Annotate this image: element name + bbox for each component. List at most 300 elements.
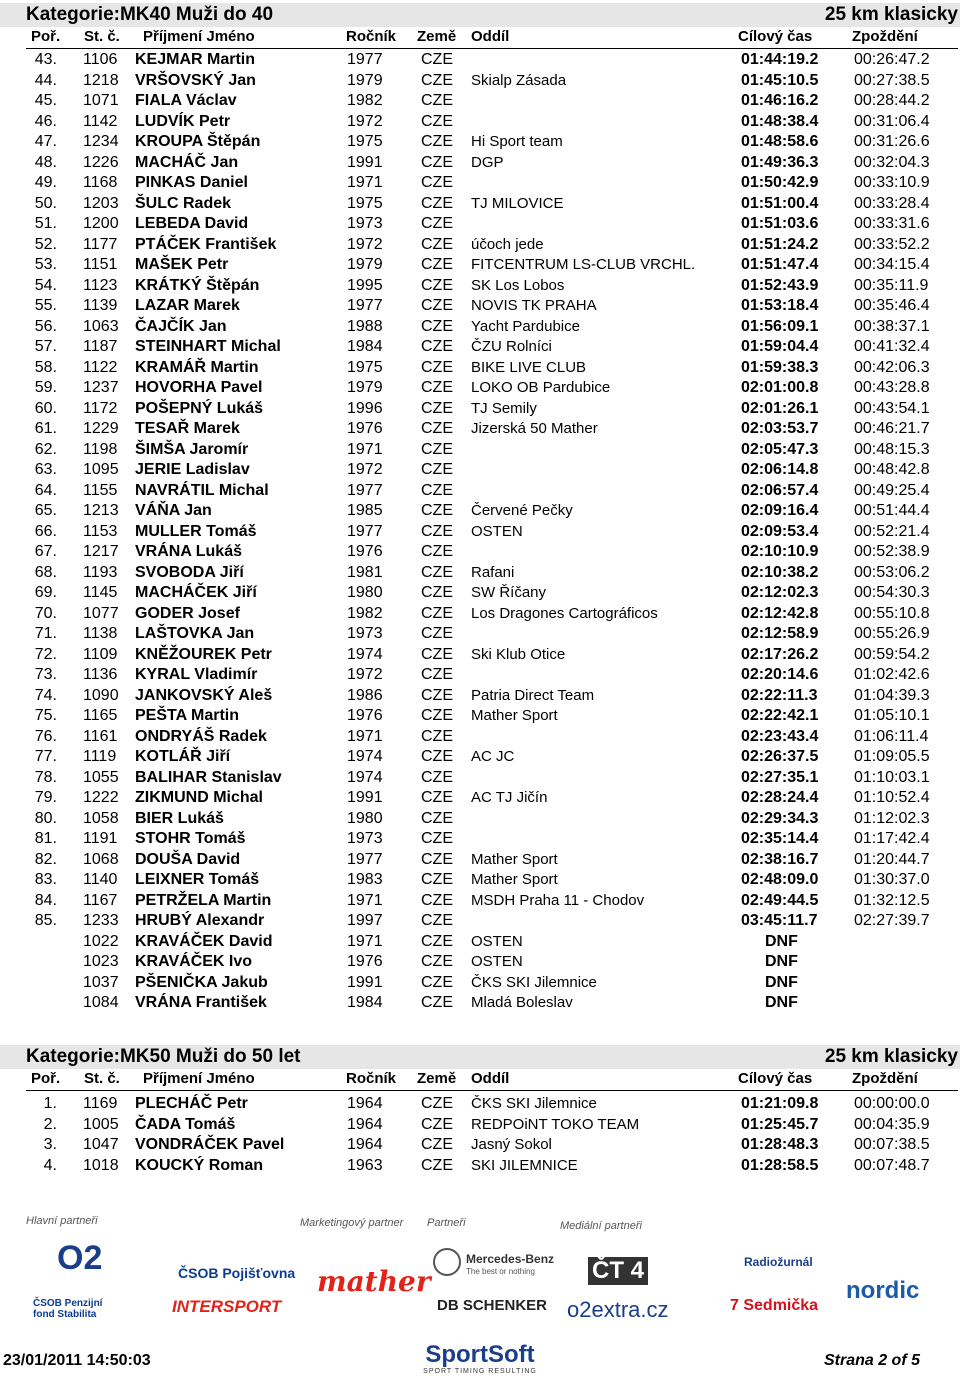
time-cell: 01:53:18.4 xyxy=(741,297,819,314)
country-cell: CZE xyxy=(421,789,453,806)
bib-cell: 1122 xyxy=(83,358,118,376)
bib-cell: 1136 xyxy=(83,666,118,683)
time-cell: 02:10:10.9 xyxy=(741,543,819,560)
time-cell: 02:20:14.6 xyxy=(741,666,819,683)
rank-cell: 85. xyxy=(34,912,57,929)
delay-cell: 00:59:54.2 xyxy=(854,645,930,663)
name-cell: LUDVÍK Petr xyxy=(135,112,231,130)
name-cell: KRAVÁČEK Ivo xyxy=(135,953,253,970)
time-cell: DNF xyxy=(765,932,798,950)
country-cell: CZE xyxy=(421,973,453,991)
table-row xyxy=(0,317,960,338)
rank-cell: 55. xyxy=(34,297,57,314)
bib-cell: 1193 xyxy=(83,563,118,581)
year-cell: 1986 xyxy=(347,686,383,704)
table-row xyxy=(0,1094,960,1115)
country-cell: CZE xyxy=(421,1136,453,1153)
year-cell: 1973 xyxy=(347,215,383,232)
name-cell: ŠULC Radek xyxy=(135,194,232,212)
time-cell: 02:12:02.3 xyxy=(741,584,819,601)
time-cell: 01:28:58.5 xyxy=(741,1156,819,1174)
category-label: Kategorie:MK50 Muži do 50 let xyxy=(26,1046,301,1067)
club-cell: ČZU Rolníci xyxy=(471,338,552,355)
name-cell: STEINHART Michal xyxy=(135,338,281,355)
name-cell: BIER Lukáš xyxy=(135,809,224,827)
year-cell: 1964 xyxy=(347,1136,383,1153)
year-cell: 1977 xyxy=(347,481,383,499)
delay-cell: 00:33:31.6 xyxy=(854,215,930,232)
delay-cell: 00:55:10.8 xyxy=(854,604,930,622)
category-distance: 25 km klasicky xyxy=(824,4,958,25)
club-cell: Ski Klub Otice xyxy=(471,645,566,663)
rank-cell: 59. xyxy=(34,379,57,396)
delay-cell: 00:42:06.3 xyxy=(854,358,930,376)
rank-cell: 74. xyxy=(34,686,57,704)
table-row xyxy=(0,296,960,317)
name-cell: FIALA Václav xyxy=(135,92,237,109)
rank-cell: 44. xyxy=(34,71,57,89)
mercedes-star-icon xyxy=(433,1248,461,1276)
table-row xyxy=(0,235,960,256)
name-cell: KEJMAR Martin xyxy=(135,51,256,68)
sportsoft-tagline: SPORT TIMING RESULTING xyxy=(423,1368,537,1375)
bib-cell: 1018 xyxy=(83,1156,119,1174)
bib-cell: 1191 xyxy=(83,830,118,847)
time-cell: 01:59:38.3 xyxy=(741,358,819,376)
name-cell: KYRAL Vladimír xyxy=(135,666,258,683)
delay-cell: 00:53:06.2 xyxy=(854,563,930,581)
delay-cell: 00:35:46.4 xyxy=(854,297,930,314)
delay-cell: 00:33:28.4 xyxy=(854,194,930,212)
delay-cell: 00:00:00.0 xyxy=(854,1095,930,1112)
rank-cell: 77. xyxy=(34,748,57,765)
year-cell: 1981 xyxy=(347,563,383,581)
name-cell: ŠIMŠA Jaromír xyxy=(135,440,249,458)
rank-cell: 45. xyxy=(34,92,57,109)
time-cell: 01:25:45.7 xyxy=(741,1115,819,1133)
table-row xyxy=(0,1156,960,1177)
country-cell: CZE xyxy=(421,194,453,212)
club-cell: FITCENTRUM LS-CLUB VRCHL. xyxy=(471,256,696,273)
club-cell: Mladá Boleslav xyxy=(471,994,573,1011)
country-cell: CZE xyxy=(421,133,453,150)
delay-cell: 00:41:32.4 xyxy=(854,338,930,355)
year-cell: 1977 xyxy=(347,850,383,868)
country-cell: CZE xyxy=(421,420,453,437)
delay-cell: 00:33:52.2 xyxy=(854,235,930,253)
time-cell: 01:49:36.3 xyxy=(741,153,819,171)
country-cell: CZE xyxy=(421,112,453,130)
delay-cell: 01:10:52.4 xyxy=(854,789,930,806)
club-cell: MSDH Praha 11 - Chodov xyxy=(471,891,645,909)
time-cell: 02:09:53.4 xyxy=(741,522,819,540)
delay-cell: 00:49:25.4 xyxy=(854,481,930,499)
table-row xyxy=(0,563,960,584)
o2extra-logo: o2extra.cz xyxy=(567,1297,669,1322)
club-cell: Mather Sport xyxy=(471,707,558,724)
bib-cell: 1165 xyxy=(83,707,118,724)
club-cell: AC JC xyxy=(471,748,515,765)
ct4-logo: ČT 4 xyxy=(588,1257,648,1285)
time-cell: 01:51:47.4 xyxy=(741,256,819,273)
time-cell: 02:29:34.3 xyxy=(741,809,819,827)
year-cell: 1980 xyxy=(347,584,383,601)
column-header-rank: Poř. xyxy=(31,28,61,45)
column-headers xyxy=(0,27,960,47)
bib-cell: 1155 xyxy=(83,481,118,499)
bib-cell: 1058 xyxy=(83,809,119,827)
delay-cell: 00:34:15.4 xyxy=(854,256,930,273)
table-row xyxy=(0,809,960,830)
rank-cell: 79. xyxy=(34,789,57,806)
club-cell: SK Los Lobos xyxy=(471,276,565,294)
country-cell: CZE xyxy=(421,563,453,581)
name-cell: KOUCKÝ Roman xyxy=(135,1156,264,1174)
rank-cell: 81. xyxy=(34,830,57,847)
country-cell: CZE xyxy=(421,830,453,847)
table-row xyxy=(0,440,960,461)
country-cell: CZE xyxy=(421,256,453,273)
rank-cell: 64. xyxy=(34,481,57,499)
delay-cell: 00:43:54.1 xyxy=(854,399,930,417)
column-header-delay: Zpoždění xyxy=(852,28,918,45)
table-row xyxy=(0,522,960,543)
column-header-time: Cílový čas xyxy=(738,1070,813,1087)
column-header-year: Ročník xyxy=(346,1070,397,1087)
bib-cell: 1142 xyxy=(83,112,118,130)
rank-cell: 46. xyxy=(34,112,57,130)
bib-cell: 1123 xyxy=(83,276,118,294)
country-cell: CZE xyxy=(421,522,453,540)
rank-cell: 67. xyxy=(34,543,57,560)
table-row xyxy=(0,419,960,440)
table-row xyxy=(0,952,960,973)
table-row xyxy=(0,747,960,768)
name-cell: MACHÁČEK Jiří xyxy=(135,584,257,601)
country-cell: CZE xyxy=(421,358,453,376)
year-cell: 1975 xyxy=(347,358,383,376)
delay-cell: 01:12:02.3 xyxy=(854,809,930,827)
bib-cell: 1106 xyxy=(83,51,118,68)
year-cell: 1972 xyxy=(347,112,383,130)
table-row xyxy=(0,665,960,686)
bib-cell: 1140 xyxy=(83,871,118,888)
name-cell: KROUPA Štěpán xyxy=(135,133,261,150)
name-cell: BALIHAR Stanislav xyxy=(135,768,282,786)
delay-cell: 00:33:10.9 xyxy=(854,174,930,191)
intersport-logo: INTERSPORT xyxy=(172,1297,282,1316)
name-cell: VÁŇA Jan xyxy=(135,502,212,519)
table-row xyxy=(0,624,960,645)
country-cell: CZE xyxy=(421,768,453,786)
rank-cell: 83. xyxy=(34,871,57,888)
country-cell: CZE xyxy=(421,297,453,314)
table-row xyxy=(0,214,960,235)
time-cell: 01:52:43.9 xyxy=(741,276,819,294)
time-cell: 02:12:42.8 xyxy=(741,604,819,622)
rank-cell: 63. xyxy=(34,461,57,478)
name-cell: HOVORHA Pavel xyxy=(135,379,263,396)
year-cell: 1975 xyxy=(347,133,383,150)
name-cell: POŠEPNÝ Lukáš xyxy=(135,399,264,417)
column-header-country: Země xyxy=(417,28,457,45)
bib-cell: 1063 xyxy=(83,317,119,335)
name-cell: PTÁČEK František xyxy=(135,235,277,253)
rank-cell: 54. xyxy=(34,276,57,294)
country-cell: CZE xyxy=(421,461,453,478)
bib-cell: 1047 xyxy=(83,1136,119,1153)
csob-pojistovna-logo: ČSOB Pojišťovna xyxy=(178,1265,296,1281)
country-cell: CZE xyxy=(421,276,453,294)
bib-cell: 1138 xyxy=(83,625,118,642)
year-cell: 1976 xyxy=(347,707,383,724)
table-row xyxy=(0,850,960,871)
club-cell: TJ Semily xyxy=(471,399,537,417)
rank-cell: 1. xyxy=(43,1095,57,1112)
name-cell: KRAVÁČEK David xyxy=(135,932,273,950)
time-cell: 01:28:48.3 xyxy=(741,1136,819,1153)
country-cell: CZE xyxy=(421,174,453,191)
time-cell: 02:49:44.5 xyxy=(741,891,819,909)
country-cell: CZE xyxy=(421,379,453,396)
rank-cell: 68. xyxy=(34,563,57,581)
club-cell: BIKE LIVE CLUB xyxy=(471,358,587,376)
table-row xyxy=(0,1115,960,1136)
rank-cell: 69. xyxy=(34,584,57,601)
year-cell: 1972 xyxy=(347,666,383,683)
year-cell: 1988 xyxy=(347,317,383,335)
time-cell: 01:51:24.2 xyxy=(741,235,819,253)
year-cell: 1995 xyxy=(347,276,383,294)
delay-cell: 01:17:42.4 xyxy=(854,830,930,847)
country-cell: CZE xyxy=(421,399,453,417)
rank-cell: 73. xyxy=(34,666,57,683)
delay-cell: 00:26:47.2 xyxy=(854,51,930,68)
mercedes-logo: Mercedes-Benz xyxy=(466,1252,555,1266)
time-cell: 01:45:10.5 xyxy=(741,71,819,89)
name-cell: MAŠEK Petr xyxy=(135,256,229,273)
club-cell: LOKO OB Pardubice xyxy=(471,379,611,396)
label-marketing-partner: Marketingový partner xyxy=(300,1217,404,1229)
name-cell: LEIXNER Tomáš xyxy=(135,871,260,888)
name-cell: PŠENIČKA Jakub xyxy=(135,973,268,991)
rank-cell: 51. xyxy=(34,215,57,232)
table-row xyxy=(0,1135,960,1156)
country-cell: CZE xyxy=(421,235,453,253)
time-cell: 02:03:53.7 xyxy=(741,420,819,437)
bib-cell: 1109 xyxy=(83,645,118,663)
bib-cell: 1229 xyxy=(83,420,119,437)
table-row xyxy=(0,829,960,850)
category-header xyxy=(0,3,960,27)
year-cell: 1971 xyxy=(347,891,383,909)
rank-cell: 84. xyxy=(34,891,57,909)
year-cell: 1985 xyxy=(347,502,383,519)
club-cell: NOVIS TK PRAHA xyxy=(471,297,597,314)
label-media-partners: Mediální partneři xyxy=(560,1220,642,1232)
table-row xyxy=(0,255,960,276)
bib-cell: 1023 xyxy=(83,953,119,970)
name-cell: KOTLÁŘ Jiří xyxy=(135,748,231,765)
delay-cell: 00:51:44.4 xyxy=(854,502,930,519)
rank-cell: 58. xyxy=(34,358,57,376)
column-headers xyxy=(0,1069,960,1089)
club-cell: Los Dragones Cartográficos xyxy=(471,604,658,622)
table-row xyxy=(0,911,960,932)
name-cell: MULLER Tomáš xyxy=(135,522,257,540)
name-cell: ČADA Tomáš xyxy=(135,1115,236,1133)
rank-cell: 49. xyxy=(34,174,57,191)
name-cell: TESAŘ Marek xyxy=(135,420,240,437)
country-cell: CZE xyxy=(421,707,453,724)
club-cell: SKI JILEMNICE xyxy=(471,1156,578,1174)
time-cell: 02:48:09.0 xyxy=(741,871,819,888)
time-cell: 01:21:09.8 xyxy=(741,1095,819,1112)
bib-cell: 1022 xyxy=(83,932,119,950)
time-cell: 01:48:58.6 xyxy=(741,133,819,150)
delay-cell: 00:52:21.4 xyxy=(854,522,930,540)
table-row xyxy=(0,460,960,481)
name-cell: NAVRÁTIL Michal xyxy=(135,481,269,499)
bib-cell: 1168 xyxy=(83,174,118,191)
table-row xyxy=(0,399,960,420)
year-cell: 1991 xyxy=(347,973,383,991)
bib-cell: 1084 xyxy=(83,994,119,1011)
category-label: Kategorie:MK40 Muži do 40 xyxy=(26,4,274,25)
bib-cell: 1222 xyxy=(83,789,119,806)
bib-cell: 1037 xyxy=(83,973,119,991)
country-cell: CZE xyxy=(421,727,453,745)
label-main-partners: Hlavní partneři xyxy=(26,1215,98,1227)
country-cell: CZE xyxy=(421,953,453,970)
club-cell: Patria Direct Team xyxy=(471,686,595,704)
table-row xyxy=(0,50,960,71)
time-cell: DNF xyxy=(765,994,798,1011)
time-cell: 02:26:37.5 xyxy=(741,748,819,765)
bib-cell: 1218 xyxy=(83,71,119,89)
bib-cell: 1151 xyxy=(83,256,118,273)
year-cell: 1971 xyxy=(347,440,383,458)
country-cell: CZE xyxy=(421,71,453,89)
bib-cell: 1167 xyxy=(83,891,118,909)
table-row xyxy=(0,583,960,604)
column-header-bib: St. č. xyxy=(84,28,120,45)
country-cell: CZE xyxy=(421,748,453,765)
bib-cell: 1177 xyxy=(83,235,118,253)
rank-cell: 80. xyxy=(34,809,57,827)
club-cell: AC TJ Jičín xyxy=(471,789,548,806)
year-cell: 1973 xyxy=(347,625,383,642)
column-header-rank: Poř. xyxy=(31,1070,61,1087)
sponsors-strip xyxy=(0,1215,960,1340)
rank-cell: 75. xyxy=(34,707,57,724)
bib-cell: 1233 xyxy=(83,912,119,929)
club-cell: Červené Pečky xyxy=(471,502,573,519)
year-cell: 1980 xyxy=(347,809,383,827)
bib-cell: 1213 xyxy=(83,502,119,519)
year-cell: 1973 xyxy=(347,830,383,847)
bib-cell: 1187 xyxy=(83,338,118,355)
delay-cell: 01:04:39.3 xyxy=(854,686,930,704)
table-row xyxy=(0,932,960,953)
club-cell: OSTEN xyxy=(471,522,523,540)
country-cell: CZE xyxy=(421,932,453,950)
table-row xyxy=(0,706,960,727)
delay-cell: 00:31:06.4 xyxy=(854,112,930,130)
time-cell: 02:27:35.1 xyxy=(741,768,819,786)
column-header-bib: St. č. xyxy=(84,1070,120,1087)
name-cell: KNĚŽOUREK Petr xyxy=(135,645,272,663)
name-cell: LEBEDA David xyxy=(135,215,249,232)
time-cell: 02:22:11.3 xyxy=(741,686,818,704)
bib-cell: 1077 xyxy=(83,604,119,622)
delay-cell: 00:38:37.1 xyxy=(854,317,930,335)
delay-cell: 00:54:30.3 xyxy=(854,584,930,601)
rank-cell: 61. xyxy=(34,420,57,437)
name-cell: DOUŠA David xyxy=(135,850,241,868)
rank-cell: 82. xyxy=(34,850,57,868)
country-cell: CZE xyxy=(421,51,453,68)
bib-cell: 1145 xyxy=(83,584,118,601)
bib-cell: 1203 xyxy=(83,194,119,212)
name-cell: ONDRYÁŠ Radek xyxy=(135,727,267,745)
year-cell: 1982 xyxy=(347,92,383,109)
year-cell: 1975 xyxy=(347,194,383,212)
time-cell: 02:06:57.4 xyxy=(741,481,819,499)
delay-cell: 02:27:39.7 xyxy=(854,912,930,929)
time-cell: 02:17:26.2 xyxy=(741,645,819,663)
year-cell: 1971 xyxy=(347,932,383,950)
rank-cell: 50. xyxy=(34,194,57,212)
delay-cell: 01:09:05.5 xyxy=(854,748,930,765)
country-cell: CZE xyxy=(421,338,453,355)
bib-cell: 1139 xyxy=(83,297,118,314)
sportsoft-logo xyxy=(410,1342,550,1378)
name-cell: VONDRÁČEK Pavel xyxy=(135,1136,285,1153)
column-header-delay: Zpoždění xyxy=(852,1070,918,1087)
rank-cell: 70. xyxy=(34,604,57,622)
club-cell: Mather Sport xyxy=(471,871,558,888)
name-cell: VRÁNA Lukáš xyxy=(135,543,242,560)
year-cell: 1963 xyxy=(347,1156,383,1174)
country-cell: CZE xyxy=(421,440,453,458)
club-cell: DGP xyxy=(471,153,504,171)
header-rule xyxy=(26,48,958,49)
bib-cell: 1169 xyxy=(83,1095,118,1112)
year-cell: 1976 xyxy=(347,953,383,970)
name-cell: VRŠOVSKÝ Jan xyxy=(135,71,256,89)
table-row xyxy=(0,542,960,563)
bib-cell: 1119 xyxy=(83,748,117,765)
bib-cell: 1090 xyxy=(83,686,119,704)
delay-cell: 00:31:26.6 xyxy=(854,133,930,150)
rank-cell: 56. xyxy=(34,317,57,335)
bib-cell: 1095 xyxy=(83,461,119,478)
delay-cell: 01:20:44.7 xyxy=(854,850,930,868)
time-cell: 02:12:58.9 xyxy=(741,625,819,642)
sedmicka-logo: 7 Sedmička xyxy=(730,1297,819,1314)
delay-cell: 01:02:42.6 xyxy=(854,666,930,683)
table-row xyxy=(0,870,960,891)
bib-cell: 1055 xyxy=(83,768,119,786)
rank-cell: 62. xyxy=(34,440,57,458)
table-row xyxy=(0,645,960,666)
bib-cell: 1217 xyxy=(83,543,119,560)
rank-cell: 71. xyxy=(34,625,57,642)
year-cell: 1991 xyxy=(347,789,383,806)
column-header-club: Oddíl xyxy=(471,28,510,45)
name-cell: KRÁTKÝ Štěpán xyxy=(135,276,260,294)
